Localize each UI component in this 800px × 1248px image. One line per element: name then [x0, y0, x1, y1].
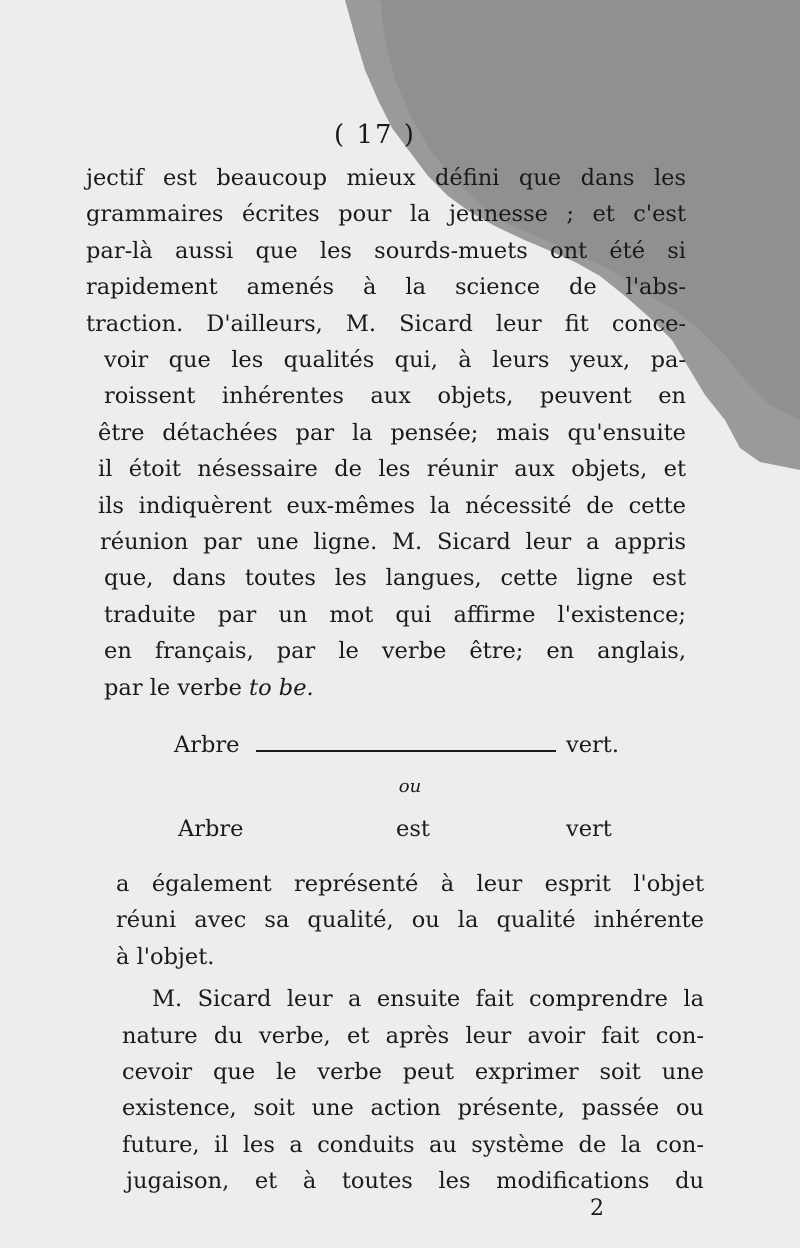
- signature-mark: 2: [590, 1196, 604, 1221]
- text-line: traction. D'ailleurs, M. Sicard leur fit conce-: [86, 310, 686, 337]
- example-word: Arbre: [178, 816, 244, 842]
- example-word: est: [396, 816, 430, 842]
- text-line: ils indiquèrent eux-mêmes la nécessité de cette: [98, 492, 686, 519]
- text-line: jectif est beaucoup mieux défini que dans les: [86, 165, 686, 191]
- text-line: grammaires écrites pour la jeunesse ; et c'est: [86, 201, 686, 228]
- page-number: ( 17 ): [334, 120, 416, 150]
- text-fragment: par le verbe: [104, 674, 250, 701]
- text-line-last: [86, 670, 686, 706]
- or-word: ou: [398, 776, 422, 797]
- text-line: traduite par un mot qui affirme l'existence;: [104, 601, 686, 628]
- text-line: il étoit nésessaire de les réunir aux objets, et: [98, 456, 686, 483]
- text-line: roissent inhérentes aux objets, peuvent en: [104, 383, 686, 410]
- text-line: nature du verbe, et après leur avoir fait con-: [122, 1022, 704, 1049]
- text-line: être détachées par la pensée; mais qu'ensuite: [98, 419, 686, 446]
- text-line: cevoir que le verbe peut exprimer soit une: [122, 1059, 704, 1086]
- text-line: par-là aussi que les sourds-muets ont été si: [86, 237, 686, 264]
- text-line: a également représenté à leur esprit l'objet: [116, 871, 704, 897]
- paragraph-2: [116, 866, 704, 1200]
- text-line: M. Sicard leur a ensuite fait comprendre la: [152, 986, 704, 1013]
- text-line: réuni avec sa qualité, ou la qualité inhérente: [116, 907, 704, 934]
- example-word: vert.: [566, 732, 619, 758]
- text-line: rapidement amenés à la science de l'abs-: [86, 274, 686, 301]
- text-line: existence, soit une action présente, passée ou: [122, 1095, 704, 1122]
- example-word: Arbre: [174, 732, 240, 758]
- text-line: voir que les qualités qui, à leurs yeux, pa-: [104, 347, 686, 374]
- text-line: jugaison, et à toutes les modifications du: [126, 1168, 704, 1195]
- text-line: en français, par le verbe être; en anglais,: [104, 638, 686, 665]
- text-line: que, dans toutes les langues, cette ligne est: [104, 565, 686, 592]
- text-line: réunion par une ligne. M. Sicard leur a appris: [100, 529, 686, 556]
- connecting-line: [256, 750, 556, 752]
- text-line: future, il les a conduits au système de la con-: [122, 1131, 704, 1158]
- italic-term: to be.: [249, 674, 314, 701]
- text-line: à l'objet.: [116, 943, 215, 970]
- paragraph-1: [86, 160, 686, 706]
- example-word: vert: [566, 816, 612, 842]
